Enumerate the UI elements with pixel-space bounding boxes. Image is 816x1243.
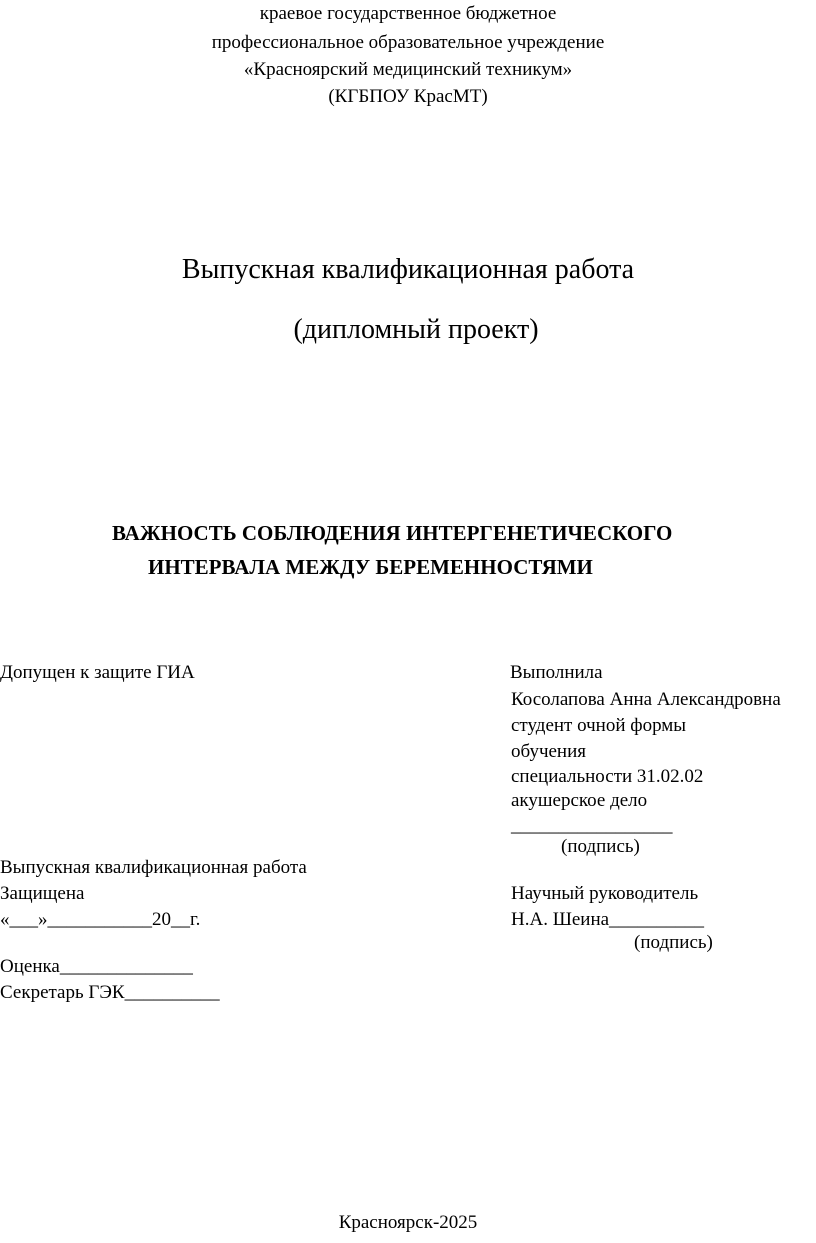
supervisor-label: Научный руководитель <box>511 883 699 904</box>
defense-date-line: «___»___________20__г. <box>0 909 201 930</box>
performed-label: Выполнила <box>510 662 603 683</box>
student-specialty: специальности 31.02.02 <box>511 766 704 787</box>
defense-line-1: Выпускная квалификационная работа <box>0 857 307 878</box>
student-form-cont: обучения <box>511 741 587 762</box>
work-type-title: Выпускная квалификационная работа <box>181 254 635 285</box>
institution-line-2: профессиональное образовательное учреждение <box>211 32 605 53</box>
student-form: студент очной формы <box>511 715 687 736</box>
topic-line-1: ВАЖНОСТЬ СОБЛЮДЕНИЯ ИНТЕРГЕНЕТИЧЕСКОГО <box>112 521 673 545</box>
institution-line-1: краевое государственное бюджетное <box>259 3 557 24</box>
work-type-subtitle: (дипломный проект) <box>293 314 539 345</box>
admission-label: Допущен к защите ГИА <box>0 662 195 683</box>
defense-line-2: Защищена <box>0 883 85 904</box>
city-year: Красноярск-2025 <box>338 1212 478 1233</box>
grade-line: Оценка______________ <box>0 956 193 977</box>
student-specialty-name: акушерское дело <box>511 790 648 811</box>
institution-line-3: «Красноярский медицинский техникум» <box>243 59 573 80</box>
supervisor-signature-label: (подпись) <box>634 932 713 953</box>
supervisor-name-line: Н.А. Шеина__________ <box>511 909 705 930</box>
secretary-line: Секретарь ГЭК__________ <box>0 982 220 1003</box>
topic-line-2: ИНТЕРВАЛА МЕЖДУ БЕРЕМЕННОСТЯМИ <box>148 555 593 579</box>
student-signature-label: (подпись) <box>561 836 640 857</box>
student-signature-line: _________________ <box>511 815 673 836</box>
institution-abbreviation: (КГБПОУ КрасМТ) <box>328 86 488 107</box>
student-name: Косолапова Анна Александровна <box>511 689 781 710</box>
